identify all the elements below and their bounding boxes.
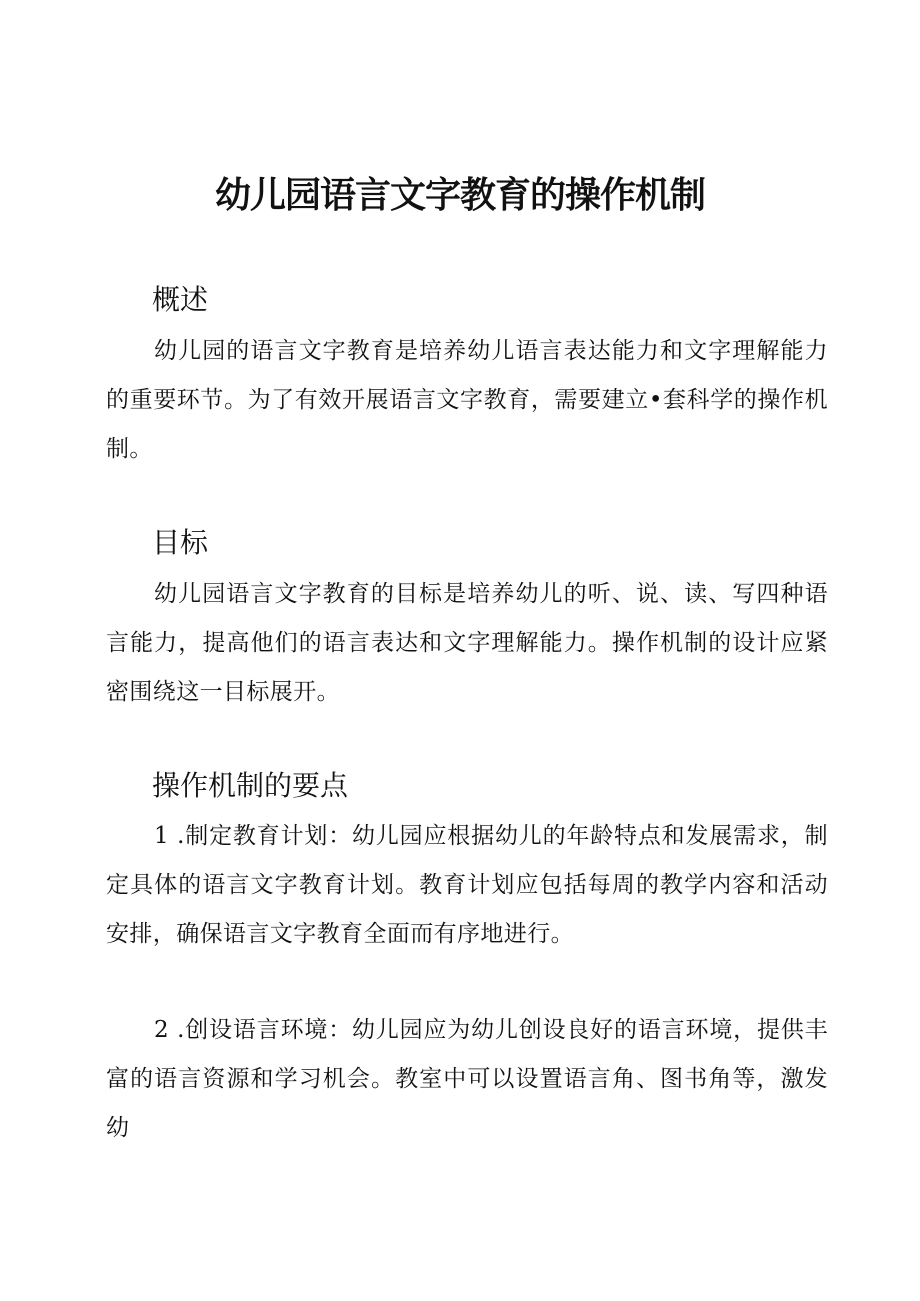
section-heading-key-points: 操作机制的要点 bbox=[152, 769, 349, 802]
section-heading-goal: 目标 bbox=[152, 526, 209, 559]
document-title: 幼儿园语言文字教育的操作机制 bbox=[214, 175, 705, 216]
paragraph-overview: 幼儿园的语言文字教育是培养幼儿语言表达能力和文字理解能力的重要环节。为了有效开展语言文字教育，需要建立•套科学的操作机制。 bbox=[106, 338, 828, 462]
paragraph-point-1: 1 .制定教育计划：幼儿园应根据幼儿的年龄特点和发展需求，制定具体的语言文字教育计划。教育计划应包括每周的教学内容和活动安排，确保语言文字教育全面而有序地进行。 bbox=[106, 823, 828, 947]
section-heading-overview: 概述 bbox=[152, 283, 209, 316]
paragraph-goal: 幼儿园语言文字教育的目标是培养幼儿的听、说、读、写四种语言能力，提高他们的语言表达和文字理解能力。操作机制的设计应紧密围绕这一目标展开。 bbox=[106, 581, 828, 705]
paragraph-point-2: 2 .创设语言环境：幼儿园应为幼儿创设良好的语言环境，提供丰富的语言资源和学习机会。教室中可以设置语言角、图书角等，激发幼 bbox=[106, 1017, 828, 1141]
